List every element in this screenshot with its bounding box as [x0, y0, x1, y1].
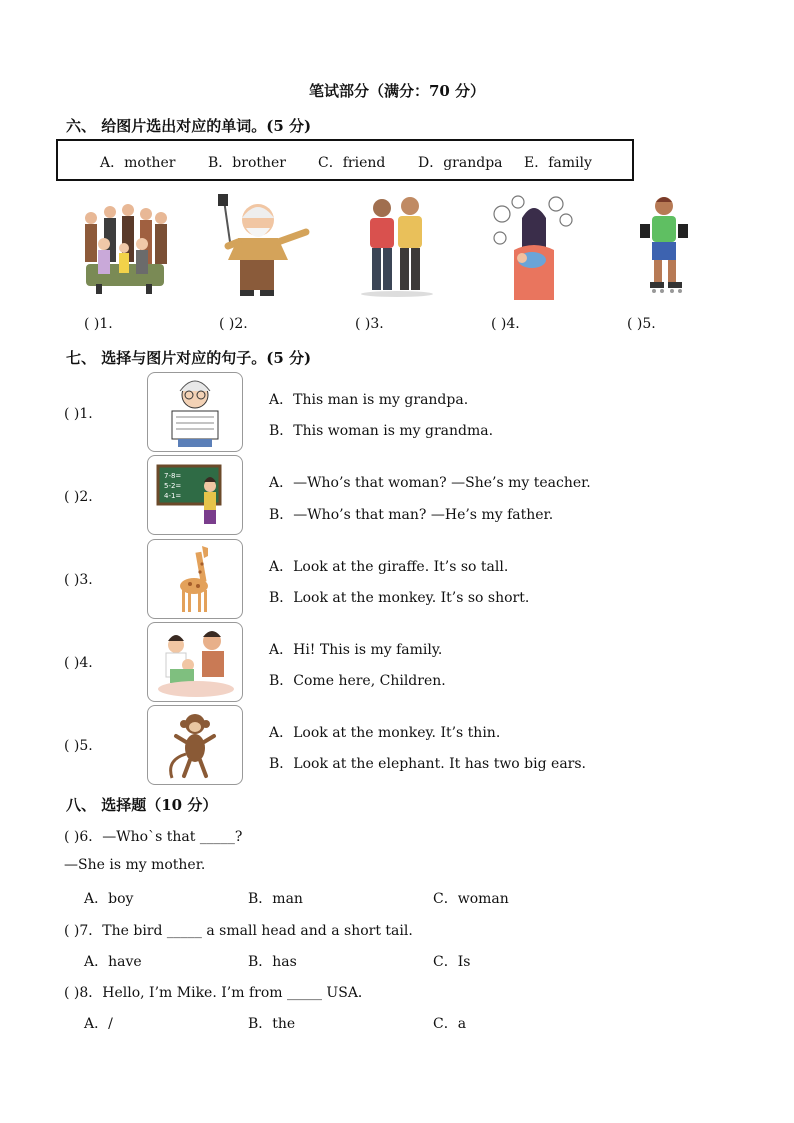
- teacher-blackboard-icon: [147, 455, 243, 535]
- section-7-heading: 七、 选择与图片对应的句子。(5 分): [66, 349, 312, 367]
- q8-option-c[interactable]: C．a: [433, 1016, 467, 1032]
- grandpa-selfie-picture: [206, 192, 314, 300]
- sentence-blank-5[interactable]: ( )5.: [64, 738, 93, 754]
- q6-option-a[interactable]: A．boy: [84, 891, 134, 907]
- monkey-icon: [147, 705, 243, 785]
- page-title: 笔试部分（满分：70 分）: [308, 82, 486, 100]
- answer-blank-4[interactable]: ( )4.: [491, 316, 520, 332]
- sentence-blank-4[interactable]: ( )4.: [64, 655, 93, 671]
- q7-option-a[interactable]: A．have: [84, 954, 142, 970]
- question-6: ( )6．—Who`s that _____?: [64, 829, 243, 845]
- item-3-option-a: A．Look at the giraffe. It’s so tall.: [269, 559, 509, 575]
- item-4-option-a: A．Hi! This is my family.: [269, 642, 443, 658]
- word-option-d: D．grandpa: [418, 155, 503, 171]
- question-8: ( )8．Hello, I’m Mike. I’m from _____ USA．: [64, 985, 372, 1001]
- answer-blank-1[interactable]: ( )1.: [84, 316, 113, 332]
- svg-text:4-1=: 4-1=: [164, 492, 182, 500]
- question-6-dialogue: —She is my mother.: [64, 857, 206, 873]
- question-7: ( )7．The bird _____ a small head and a short tail.: [64, 923, 413, 939]
- mother-baby-picture: [488, 194, 576, 302]
- boy-skating-picture: [630, 194, 702, 298]
- item-5-option-b: B．Look at the elephant. It has two big ears.: [269, 756, 586, 772]
- q7-option-c[interactable]: C．Is: [433, 954, 471, 970]
- sentence-blank-2[interactable]: ( )2.: [64, 489, 93, 505]
- family-group-picture: [76, 196, 174, 296]
- word-bank-box: [56, 139, 634, 181]
- grandma-reading-icon: [147, 372, 243, 452]
- q8-option-a[interactable]: A．/: [84, 1016, 113, 1032]
- svg-text:7-8=: 7-8=: [164, 472, 182, 480]
- item-2-option-b: B．—Who’s that man? —He’s my father.: [269, 507, 554, 523]
- item-2-option-a: A．—Who’s that woman? —She’s my teacher.: [269, 475, 591, 491]
- giraffe-icon: [147, 539, 243, 619]
- answer-blank-3[interactable]: ( )3.: [355, 316, 384, 332]
- q6-option-c[interactable]: C．woman: [433, 891, 509, 907]
- item-1-option-a: A．This man is my grandpa.: [269, 392, 469, 408]
- section-6-heading: 六、 给图片选出对应的单词。(5 分): [66, 117, 312, 135]
- q8-option-b[interactable]: B．the: [248, 1016, 296, 1032]
- sentence-blank-1[interactable]: ( )1.: [64, 406, 93, 422]
- item-1-option-b: B．This woman is my grandma.: [269, 423, 494, 439]
- svg-text:5-2=: 5-2=: [164, 482, 182, 490]
- family-reading-icon: [147, 622, 243, 702]
- item-4-option-b: B．Come here, Children.: [269, 673, 446, 689]
- item-3-option-b: B．Look at the monkey. It’s so short.: [269, 590, 530, 606]
- word-option-a: A．mother: [100, 155, 176, 171]
- word-option-e: E．family: [524, 155, 592, 171]
- item-5-option-a: A．Look at the monkey. It’s thin.: [269, 725, 501, 741]
- answer-blank-5[interactable]: ( )5.: [627, 316, 656, 332]
- sentence-blank-3[interactable]: ( )3.: [64, 572, 93, 588]
- word-option-b: B．brother: [208, 155, 286, 171]
- q7-option-b[interactable]: B．has: [248, 954, 297, 970]
- q6-option-b[interactable]: B．man: [248, 891, 303, 907]
- section-8-heading: 八、 选择题（10 分）: [66, 796, 218, 814]
- word-option-c: C．friend: [318, 155, 386, 171]
- friends-picture: [352, 194, 442, 298]
- answer-blank-2[interactable]: ( )2.: [219, 316, 248, 332]
